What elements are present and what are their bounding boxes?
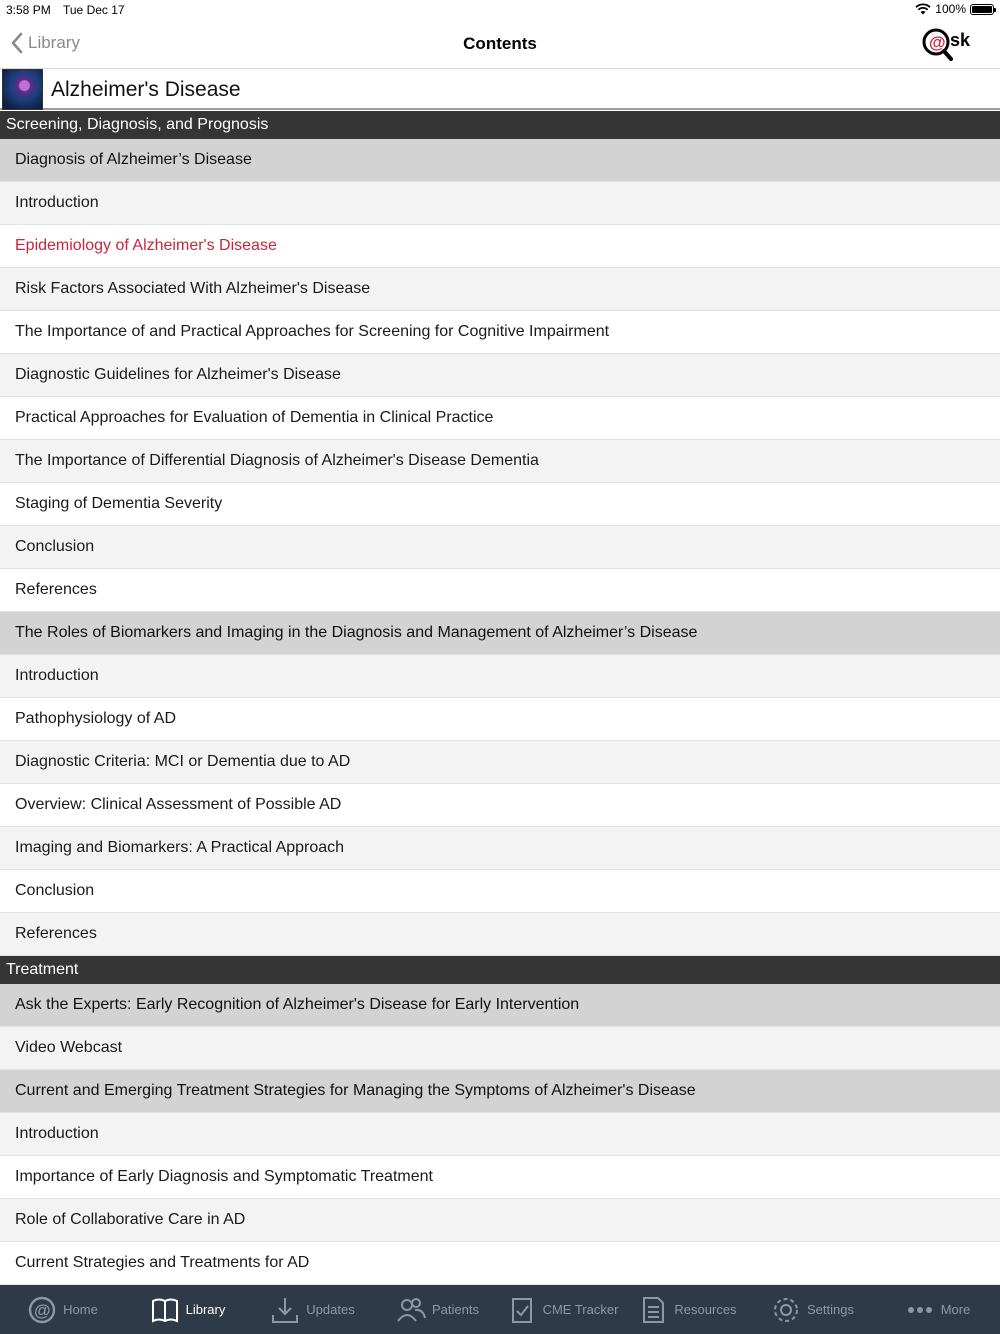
tab-label: CME Tracker	[542, 1302, 619, 1317]
contents-label: Treatment	[6, 961, 79, 978]
contents-label: Staging of Dementia Severity	[15, 495, 223, 512]
contents-chapter[interactable]	[0, 612, 1000, 655]
tab-label: Resources	[674, 1302, 737, 1317]
navigation-bar	[0, 20, 1000, 69]
svg-text:sk: sk	[950, 30, 971, 50]
contents-chapter[interactable]	[0, 1070, 1000, 1113]
contents-item[interactable]	[0, 1027, 1000, 1070]
contents-label: The Importance of Differential Diagnosis of Alzheimer's Disease Dementia	[15, 452, 539, 469]
svg-text:@: @	[34, 1300, 51, 1320]
checklist-icon	[507, 1295, 537, 1325]
contents-item[interactable]	[0, 1113, 1000, 1156]
tab-library[interactable]	[125, 1285, 250, 1334]
back-label: Library	[28, 33, 80, 52]
contents-label: Diagnosis of Alzheimer’s Disease	[15, 151, 252, 168]
contents-label: Conclusion	[15, 538, 95, 555]
tab-label: More	[940, 1302, 971, 1317]
contents-label: Current Strategies and Treatments for AD	[15, 1254, 310, 1271]
contents-label: Epidemiology of Alzheimer's Disease	[15, 237, 277, 254]
contents-item[interactable]	[0, 655, 1000, 698]
contents-item[interactable]	[0, 741, 1000, 784]
contents-item[interactable]	[0, 698, 1000, 741]
tab-label: Updates	[306, 1302, 355, 1317]
at-icon	[27, 1295, 57, 1325]
contents-item[interactable]	[0, 182, 1000, 225]
tab-resources[interactable]	[625, 1285, 750, 1334]
contents-label: Current and Emerging Treatment Strategies for Managing the Symptoms of Alzheimer's Disease	[15, 1082, 696, 1099]
status-date: Tue Dec 17	[63, 3, 125, 17]
contents-label: Overview: Clinical Assessment of Possible AD	[15, 796, 342, 813]
contents-label: Diagnostic Criteria: MCI or Dementia due to AD	[15, 753, 351, 770]
contents-label: Importance of Early Diagnosis and Symptomatic Treatment	[15, 1168, 433, 1185]
contents-label: Introduction	[15, 1125, 99, 1142]
contents-item[interactable]	[0, 397, 1000, 440]
contents-item[interactable]	[0, 870, 1000, 913]
contents-section-header	[0, 956, 1000, 984]
tab-patients[interactable]	[375, 1285, 500, 1334]
contents-item[interactable]	[0, 526, 1000, 569]
contents-chapter[interactable]	[0, 984, 1000, 1027]
contents-label: Introduction	[15, 194, 99, 211]
book-cover-thumbnail	[2, 69, 43, 110]
contents-item[interactable]	[0, 440, 1000, 483]
contents-item[interactable]	[0, 569, 1000, 612]
contents-item[interactable]	[0, 784, 1000, 827]
tab-settings[interactable]	[750, 1285, 875, 1334]
ask-logo-icon[interactable]	[920, 26, 982, 62]
battery-percent: 100%	[935, 2, 966, 16]
tab-home[interactable]	[0, 1285, 125, 1334]
tab-label: Home	[63, 1302, 98, 1317]
contents-label: Risk Factors Associated With Alzheimer's Disease	[15, 280, 371, 297]
tab-label: Settings	[807, 1302, 854, 1317]
download-icon	[270, 1295, 300, 1325]
page-title: Contents	[463, 34, 537, 53]
tab-cme-tracker[interactable]	[500, 1285, 625, 1334]
contents-label: Role of Collaborative Care in AD	[15, 1211, 246, 1228]
contents-label: References	[15, 581, 97, 598]
status-time: 3:58 PM	[6, 3, 51, 17]
contents-item[interactable]	[0, 1156, 1000, 1199]
tab-updates[interactable]	[250, 1285, 375, 1334]
contents-item[interactable]	[0, 225, 1000, 268]
tab-more[interactable]	[875, 1285, 1000, 1334]
contents-item[interactable]	[0, 1242, 1000, 1285]
contents-section-header	[0, 111, 1000, 139]
contents-item[interactable]	[0, 827, 1000, 870]
contents-label: Practical Approaches for Evaluation of Dementia in Clinical Practice	[15, 409, 494, 426]
book-icon	[150, 1295, 180, 1325]
contents-label: Diagnostic Guidelines for Alzheimer's Disease	[15, 366, 341, 383]
contents-item[interactable]	[0, 1199, 1000, 1242]
tab-bar	[0, 1285, 1000, 1334]
document-icon	[638, 1295, 668, 1325]
book-header	[0, 69, 1000, 110]
more-icon	[905, 1295, 935, 1325]
status-bar	[0, 0, 1000, 20]
contents-label: The Importance of and Practical Approaches for Screening for Cognitive Impairment	[15, 323, 610, 340]
book-title: Alzheimer's Disease	[51, 78, 241, 101]
contents-label: Video Webcast	[15, 1039, 123, 1056]
contents-list	[0, 111, 1000, 1285]
contents-label: Pathophysiology of AD	[15, 710, 176, 727]
tab-label: Patients	[432, 1302, 479, 1317]
contents-item[interactable]	[0, 268, 1000, 311]
gear-icon	[771, 1295, 801, 1325]
contents-label: Ask the Experts: Early Recognition of Alzheimer's Disease for Early Intervention	[15, 996, 580, 1013]
people-icon	[396, 1295, 426, 1325]
tab-label: Library	[185, 1302, 226, 1317]
contents-item[interactable]	[0, 311, 1000, 354]
contents-item[interactable]	[0, 913, 1000, 956]
contents-chapter[interactable]	[0, 139, 1000, 182]
contents-label: Conclusion	[15, 882, 95, 899]
contents-label: Imaging and Biomarkers: A Practical Approach	[15, 839, 345, 856]
svg-text:@: @	[929, 33, 946, 52]
contents-label: Introduction	[15, 667, 99, 684]
contents-label: Screening, Diagnosis, and Prognosis	[6, 116, 269, 133]
contents-label: The Roles of Biomarkers and Imaging in the Diagnosis and Management of Alzheimer’s Disease	[15, 624, 698, 641]
battery-icon	[970, 4, 994, 15]
status-right	[915, 2, 994, 16]
contents-label: References	[15, 925, 97, 942]
wifi-icon	[915, 3, 931, 15]
contents-item[interactable]	[0, 483, 1000, 526]
contents-item[interactable]	[0, 354, 1000, 397]
